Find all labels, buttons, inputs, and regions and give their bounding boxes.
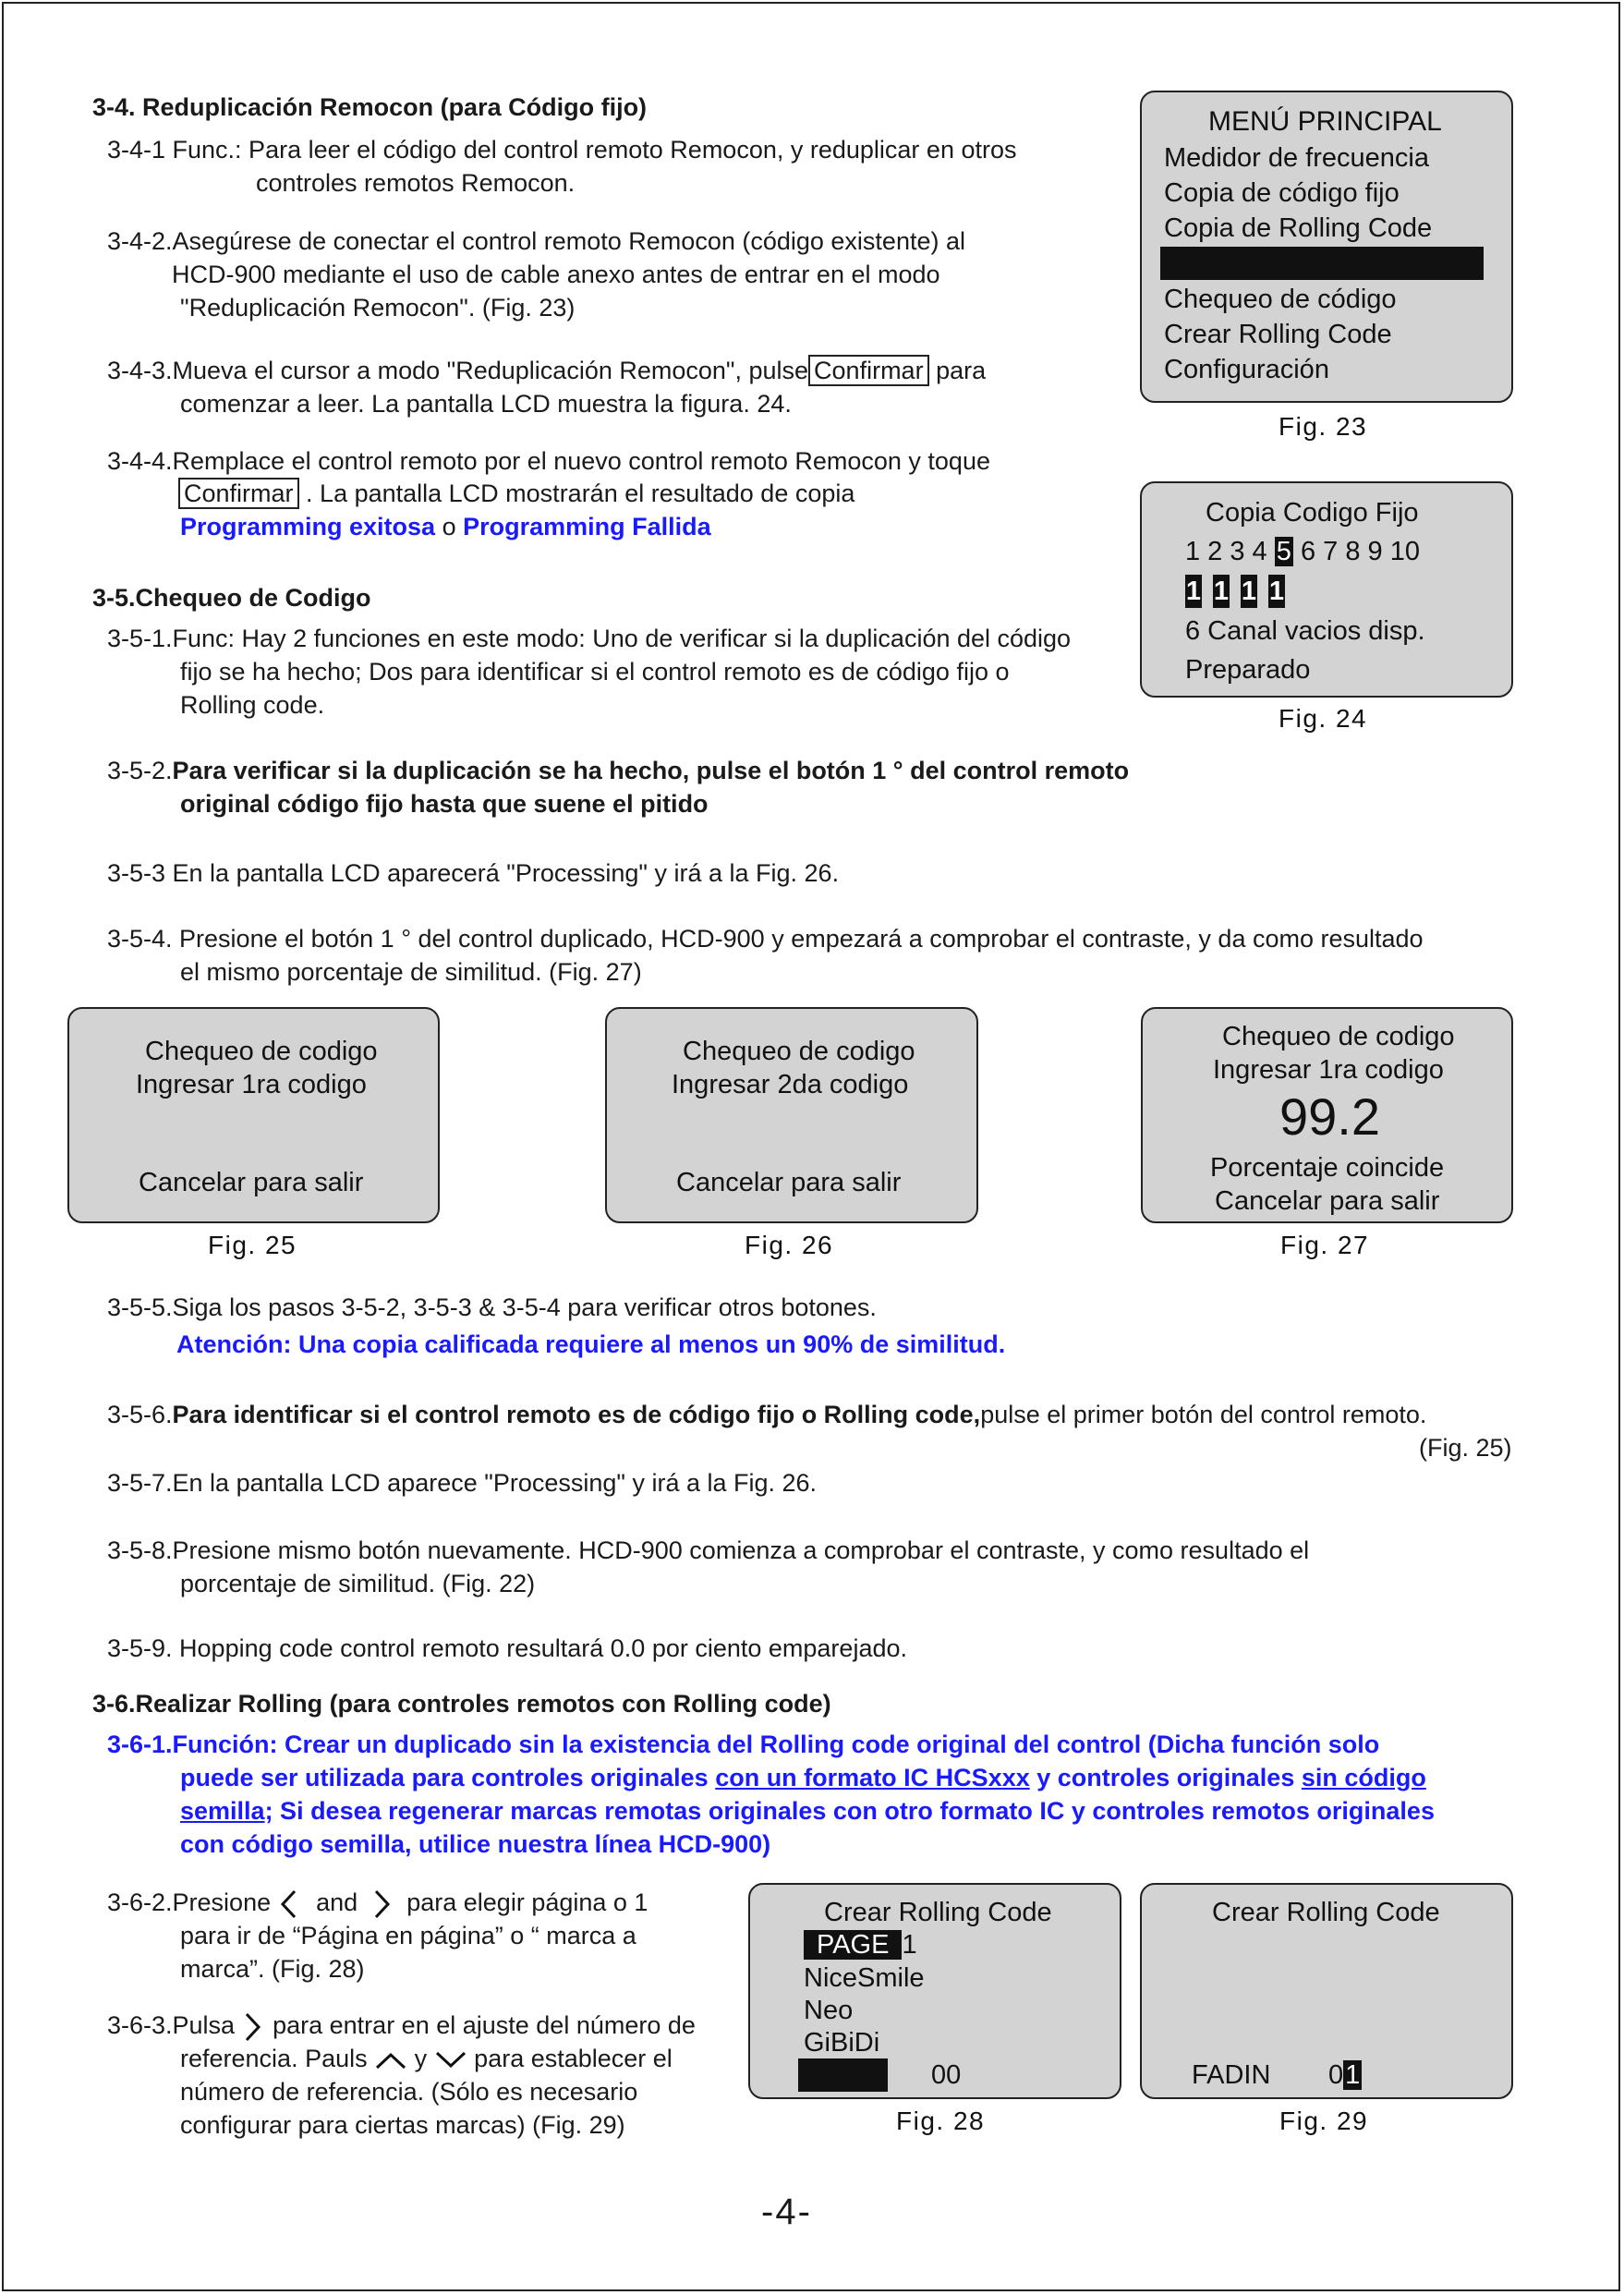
result-success: Programming exitosa — [180, 513, 436, 540]
para-3-5-6-rest: pulse el primer botón del control remoto. — [980, 1401, 1427, 1428]
page-number: 1 — [902, 1930, 917, 1960]
para-3-6-3-a — [107, 2009, 696, 2043]
fig25-title: Chequeo de codigo — [145, 1037, 378, 1066]
text: and — [316, 1888, 358, 1916]
para-3-5-2-bold: Para verificar si la duplicación se ha hecho, pulse el botón 1 ° del control remoto — [172, 757, 1130, 784]
para-3-5-1-a: 3-5-1.Func: Hay 2 funciones en este modo: Uno de verificar si la duplicación del código — [107, 625, 1072, 652]
caption-fig-29: Fig. 29 — [1279, 2107, 1369, 2135]
para-3-5-4-a: 3-5-4. Presione el botón 1 ° del control duplicado, HCD-900 y empezará a comprobar el contraste, y da como resultado — [107, 925, 1424, 953]
brand-item: Neo — [804, 1996, 854, 2025]
para-3-5-8-b: porcentaje de similitud. (Fig. 22) — [180, 1570, 536, 1597]
lcd-fig-23 — [1140, 91, 1513, 403]
fig25-cancel: Cancelar para salir — [139, 1168, 364, 1197]
para-3-5-2-a — [107, 754, 1129, 787]
chevron-right-icon — [242, 2011, 262, 2043]
section-3-6-title: 3-6.Realizar Rolling (para controles remotos con Rolling code) — [92, 1690, 831, 1718]
para-3-4-2-c: "Reduplicación Remocon". (Fig. 23) — [180, 294, 576, 322]
para-3-4-1-b: controles remotos Remocon. — [256, 169, 576, 197]
brand-selected: FADIN — [798, 2058, 888, 2092]
text: para establecer el — [474, 2045, 673, 2072]
code-cell: 1 — [1213, 577, 1230, 606]
fig27-match-label: Porcentaje coincide — [1210, 1153, 1445, 1183]
para-3-4-4-text: . La pantalla LCD mostrarán el resultado de copia — [306, 480, 855, 507]
result-or: o — [442, 513, 456, 540]
lcd-fig-24 — [1140, 481, 1513, 698]
para-3-6-3-d: configurar para ciertas marcas) (Fig. 29) — [180, 2111, 625, 2139]
fig26-title: Chequeo de codigo — [683, 1037, 915, 1066]
text: puede ser utilizada para controles originales — [180, 1764, 709, 1791]
para-number: 3-5-2. — [107, 757, 173, 784]
para-3-6-1-b — [180, 1761, 1426, 1794]
fig26-prompt: Ingresar 2da codigo — [672, 1070, 909, 1099]
text: 3-6-2.Presione — [107, 1888, 272, 1916]
para-number: 3-5-6. — [107, 1401, 173, 1428]
menu-item-create-rolling: Crear Rolling Code — [1164, 320, 1392, 349]
lcd-fig-26 — [605, 1007, 978, 1223]
text: referencia. Pauls — [180, 2045, 368, 2072]
menu-title: MENÚ PRINCIPAL — [1208, 106, 1442, 137]
para-3-6-1-a — [107, 1728, 1379, 1761]
para-3-4-3-text: 3-4-3.Mueva el cursor a modo "Reduplicación Remocon", pulse — [107, 357, 809, 384]
para-3-4-4-c — [180, 510, 711, 543]
underlined-text: sin código — [1301, 1764, 1426, 1791]
menu-item-fixed-copy: Copia de código fijo — [1164, 178, 1400, 208]
para-3-5-9: 3-5-9. Hopping code control remoto resultará 0.0 por ciento emparejado. — [107, 1634, 907, 1662]
para-3-6-3-b — [180, 2042, 673, 2075]
fig25-prompt: Ingresar 1ra codigo — [136, 1070, 367, 1099]
caption-fig-28: Fig. 28 — [896, 2107, 986, 2135]
para-3-4-2-b: HCD-900 mediante el uso de cable anexo antes de entrar en el modo — [172, 261, 940, 288]
chevron-right-icon — [370, 1888, 393, 1920]
result-fail: Programming Fallida — [463, 513, 711, 540]
text: para elegir página o 1 — [406, 1888, 648, 1916]
menu-item-remocon-selected: Reduplicación REMOCON — [1160, 247, 1484, 280]
fig26-cancel: Cancelar para salir — [676, 1168, 902, 1197]
fig29-title: Crear Rolling Code — [1212, 1898, 1440, 1927]
para-3-5-5: 3-5-5.Siga los pasos 3-5-2, 3-5-3 & 3-5-4 para verificar otros botones. — [107, 1293, 877, 1321]
para-3-5-2-b: original código fijo hasta que suene el pitido — [180, 790, 709, 818]
caption-fig-25: Fig. 25 — [208, 1231, 297, 1259]
para-3-6-2-b: para ir de “Página en página” o “ marca a — [180, 1922, 636, 1949]
code-cell: 1 — [1185, 577, 1202, 606]
confirm-button-label: Confirmar — [808, 355, 929, 386]
lcd-fig-27 — [1141, 1007, 1513, 1223]
underlined-text: semilla — [180, 1797, 265, 1825]
para-3-5-7: 3-5-7.En la pantalla LCD aparece "Processing" y irá a la Fig. 26. — [107, 1469, 818, 1497]
para-3-6-1-text: Función: Crear un duplicado sin la existencia del Rolling code original del control (Dicha función solo — [172, 1730, 1380, 1758]
menu-item-rolling-copy: Copia de Rolling Code — [1164, 213, 1433, 243]
fig27-cancel: Cancelar para salir — [1215, 1186, 1440, 1216]
fig27-title: Chequeo de codigo — [1222, 1022, 1455, 1051]
para-3-6-3-c: número de referencia. (Sólo es necesario — [180, 2078, 638, 2106]
fig24-channel-numbers — [1185, 535, 1420, 568]
para-3-5-6 — [107, 1398, 1426, 1431]
para-3-4-1-a: 3-4-1 Func.: Para leer el código del control remoto Remocon, y reduplicar en otros — [107, 136, 1017, 164]
brand-ref-number: 00 — [931, 2060, 962, 2090]
para-3-4-2-a: 3-4-2.Asegúrese de conectar el control remoto Remocon (código existente) al — [107, 227, 965, 255]
chevron-up-icon — [374, 2049, 407, 2071]
para-3-5-1-c: Rolling code. — [180, 691, 325, 719]
para-3-6-2-c: marca”. (Fig. 28) — [180, 1955, 365, 1983]
para-3-6-1-d: con código semilla, utilice nuestra línea HCD-900) — [180, 1830, 771, 1858]
fig24-status: Preparado — [1185, 655, 1311, 685]
underlined-text: con un formato IC HCSxxx — [715, 1764, 1030, 1791]
menu-item-frequency: Medidor de frecuencia — [1164, 143, 1429, 173]
code-cell: 1 — [1241, 577, 1257, 606]
caption-fig-27: Fig. 27 — [1280, 1231, 1370, 1259]
para-number: 3-6-1. — [107, 1730, 173, 1758]
ref-digit-selected: 1 — [1345, 2060, 1361, 2090]
para-3-6-2-a — [107, 1886, 648, 1920]
lcd-fig-25 — [67, 1007, 440, 1223]
fig24-title: Copia Codigo Fijo — [1206, 498, 1419, 528]
lcd-fig-28 — [748, 1883, 1121, 2099]
para-3-5-1-b: fijo se ha hecho; Dos para identificar si el control remoto es de código fijo o — [180, 658, 1010, 686]
text: 3-6-3.Pulsa — [107, 2011, 236, 2039]
text: para entrar en el ajuste del número de — [273, 2011, 696, 2039]
para-3-5-6-bold: Para identificar si el control remoto es de código fijo o Rolling code, — [172, 1401, 981, 1428]
caption-fig-24: Fig. 24 — [1279, 704, 1368, 733]
fig28-title: Crear Rolling Code — [824, 1898, 1052, 1927]
para-3-5-6-fig: (Fig. 25) — [1419, 1434, 1512, 1462]
chevron-left-icon — [278, 1888, 300, 1920]
para-3-4-3-text-end: para — [936, 357, 987, 384]
menu-item-code-check: Chequeo de código — [1164, 285, 1397, 314]
para-3-4-3-a — [107, 354, 986, 387]
section-3-4-title: 3-4. Reduplicación Remocon (para Código fijo) — [92, 93, 648, 121]
code-cell: 1 — [1268, 577, 1285, 606]
fig29-brand: FADIN — [1192, 2060, 1271, 2090]
fig28-page-row — [804, 1928, 917, 1961]
confirm-button-label-2: Confirmar — [178, 478, 299, 509]
text: ; Si desea regenerar marcas remotas originales con otro formato IC y controles remotos originales — [264, 1797, 1435, 1825]
para-3-4-4-a: 3-4-4.Remplace el control remoto por el nuevo control remoto Remocon y toque — [107, 447, 990, 475]
brand-item: GiBiDi — [804, 2028, 880, 2058]
fig27-percentage-value: 99.2 — [1279, 1087, 1380, 1146]
para-3-5-8-a: 3-5-8.Presione mismo botón nuevamente. HCD-900 comienza a comprobar el contraste, y como resultado el — [107, 1536, 1310, 1564]
caption-fig-26: Fig. 26 — [745, 1231, 834, 1259]
fig27-prompt: Ingresar 1ra codigo — [1213, 1055, 1444, 1085]
channels-before: 1 2 3 4 — [1185, 537, 1267, 566]
text: y controles originales — [1036, 1764, 1295, 1791]
fig24-codes — [1185, 575, 1296, 608]
menu-item-settings: Configuración — [1164, 355, 1329, 384]
ref-digit: 0 — [1328, 2060, 1344, 2090]
chevron-down-icon — [434, 2049, 467, 2071]
channel-selected: 5 — [1276, 537, 1291, 566]
lcd-fig-29 — [1140, 1883, 1513, 2099]
text: y — [414, 2045, 428, 2072]
para-3-6-1-c — [180, 1794, 1435, 1828]
caption-fig-23: Fig. 23 — [1279, 412, 1368, 441]
brand-item: NiceSmile — [804, 1963, 925, 1993]
para-3-5-5-note: Atención: Una copia calificada requiere al menos un 90% de similitud. — [176, 1330, 1006, 1358]
para-3-5-4-b: el mismo porcentaje de similitud. (Fig. 27) — [180, 958, 642, 986]
fig29-ref — [1328, 2058, 1362, 2092]
para-3-4-3-b: comenzar a leer. La pantalla LCD muestra la figura. 24. — [180, 390, 792, 418]
page-number: -4- — [761, 2192, 812, 2232]
fig24-empty-channels: 6 Canal vacios disp. — [1185, 616, 1425, 646]
section-3-5-title: 3-5.Chequeo de Codigo — [92, 584, 371, 612]
channels-after: 6 7 8 9 10 — [1300, 537, 1420, 566]
para-3-4-4-b — [178, 477, 854, 510]
page-label: PAGE — [804, 1930, 902, 1960]
para-3-5-3: 3-5-3 En la pantalla LCD aparecerá "Processing" y irá a la Fig. 26. — [107, 859, 840, 887]
